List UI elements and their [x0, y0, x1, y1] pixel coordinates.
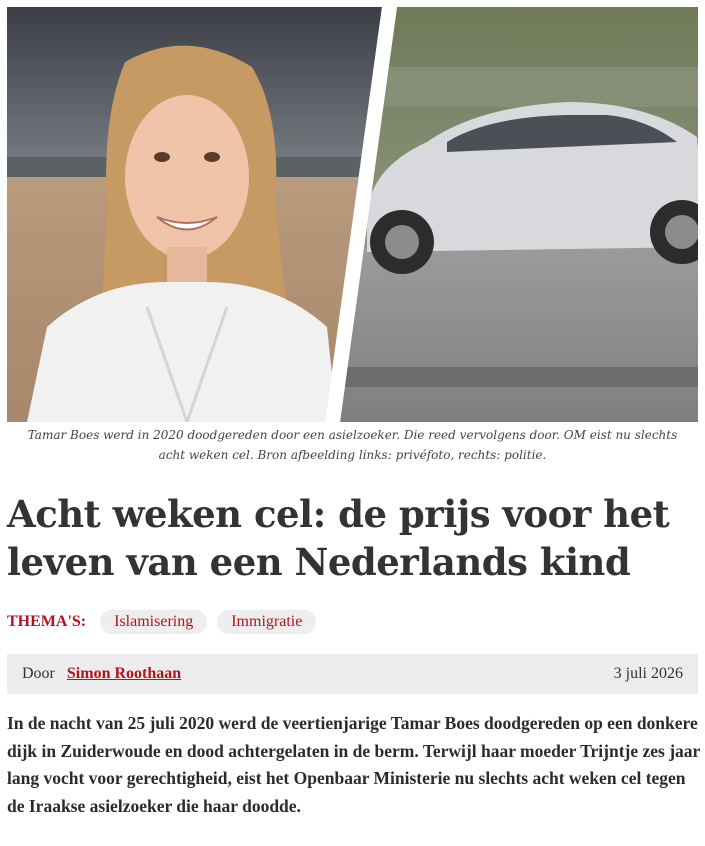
article-lead: In de nacht van 25 juli 2020 werd de veertienjarige Tamar Boes doodgereden op een donkere dijk in Zuiderwoude en dood achtergelaten in de berm. Terwijl haar moeder Trijntje zes jaar lang vocht voor gerechtigheid, eist het Openbaar Ministerie nu slechts acht weken cel tegen de Iraakse asielzoeker die haar doodde.	[7, 713, 701, 816]
theme-tag-islamisering[interactable]: Islamisering	[100, 610, 207, 634]
image-caption: Tamar Boes werd in 2020 doodgereden door een asielzoeker. Die reed vervolgens door. OM eist nu slechts acht weken cel. Bron afbeelding links: privéfoto, rechts: politie.	[27, 428, 678, 462]
girl-portrait-photo	[7, 7, 387, 422]
themes-row	[7, 609, 316, 635]
themes-label: THEMA'S:	[7, 613, 87, 630]
byline-author-group	[22, 665, 181, 683]
article-title: Acht weken cel: de prijs voor het leven van een Nederlands kind	[7, 492, 670, 584]
publish-date: 3 juli 2026	[613, 665, 683, 682]
hero-image	[7, 7, 698, 422]
byline-bar	[7, 654, 698, 694]
byline-prefix: Door	[22, 665, 55, 682]
car-photo	[337, 7, 698, 422]
theme-tag-immigratie[interactable]: Immigratie	[217, 610, 316, 634]
author-link[interactable]: Simon Roothaan	[66, 665, 182, 682]
hero-photo-collage	[7, 7, 698, 422]
